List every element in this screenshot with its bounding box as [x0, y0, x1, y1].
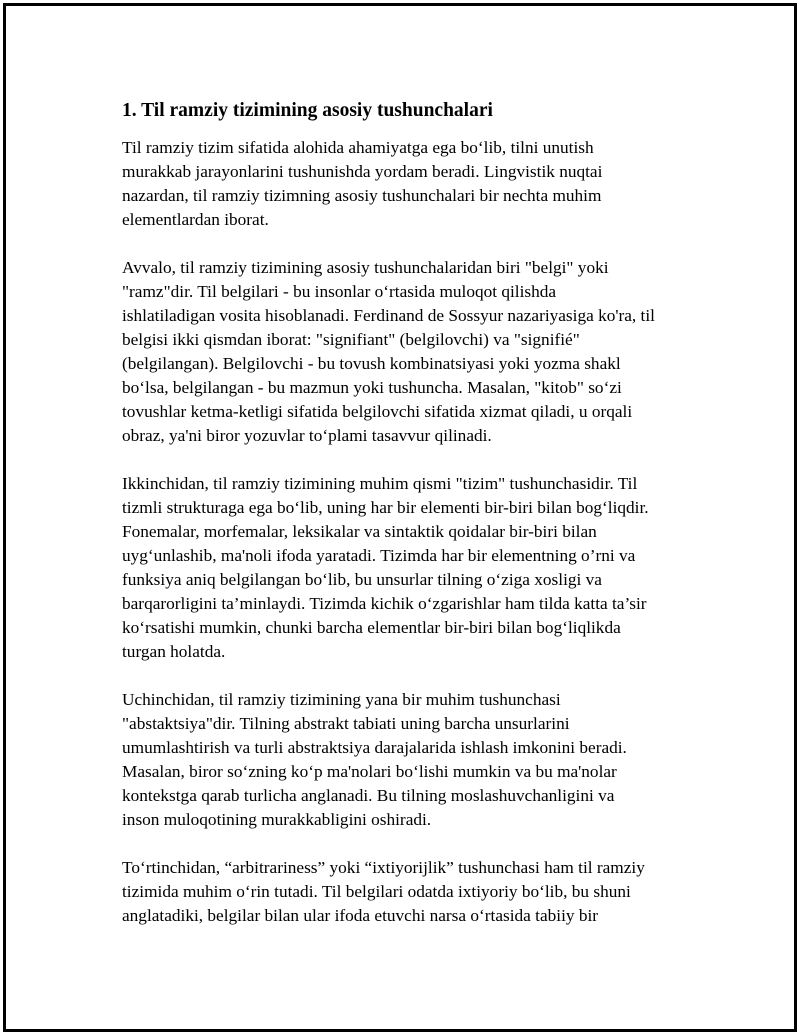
- text-line: uyg‘unlashib, ma'noli ifoda yaratadi. Tizimda har bir elementning o’rni va: [122, 546, 636, 565]
- section-heading: 1. Til ramziy tizimining asosiy tushunchalari: [122, 100, 493, 121]
- text-line: tovushlar ketma-ketligi sifatida belgilovchi sifatida xizmat qiladi, u orqali: [122, 402, 633, 421]
- text-line: "ramz"dir. Til belgilari - bu insonlar o‘rtasida muloqot qilishda: [122, 282, 557, 301]
- text-line: turgan holatda.: [122, 642, 226, 661]
- paragraph-1: [122, 136, 702, 232]
- text-line: anglatadiki, belgilar bilan ular ifoda etuvchi narsa o‘rtasida tabiiy bir: [122, 906, 599, 925]
- paragraph-3: [122, 472, 702, 664]
- page-frame: [3, 3, 797, 1032]
- text-line: Avvalo, til ramziy tizimining asosiy tushunchalaridan biri "belgi" yoki: [122, 258, 609, 277]
- text-line: elementlardan iborat.: [122, 210, 269, 229]
- text-line: tizmli strukturaga ega bo‘lib, uning har bir elementi bir-biri bilan bog‘liqdir.: [122, 498, 649, 517]
- text-line: Fonemalar, morfemalar, leksikalar va sintaktik qoidalar bir-biri bilan: [122, 522, 597, 541]
- text-line: tizimida muhim o‘rin tutadi. Til belgilari odatda ixtiyoriy bo‘lib, bu shuni: [122, 882, 631, 901]
- text-line: umumlashtirish va turli abstraktsiya darajalarida ishlash imkonini beradi.: [122, 738, 627, 757]
- text-line: obraz, ya'ni biror yozuvlar to‘plami tasavvur qilinadi.: [122, 426, 492, 445]
- document-body: [122, 98, 702, 952]
- text-line: bo‘lsa, belgilangan - bu mazmun yoki tushuncha. Masalan, "kitob" so‘zi: [122, 378, 622, 397]
- text-line: ko‘rsatishi mumkin, chunki barcha elementlar bir-biri bilan bog‘liqlikda: [122, 618, 621, 637]
- text-line: murakkab jarayonlarini tushunishda yordam beradi. Lingvistik nuqtai: [122, 162, 603, 181]
- text-line: kontekstga qarab turlicha anglanadi. Bu tilning moslashuvchanligini va: [122, 786, 615, 805]
- text-line: Uchinchidan, til ramziy tizimining yana bir muhim tushunchasi: [122, 690, 561, 709]
- text-line: nazardan, til ramziy tizimning asosiy tushunchalari bir nechta muhim: [122, 186, 602, 205]
- text-line: funksiya aniq belgilangan bo‘lib, bu unsurlar tilning o‘ziga xosligi va: [122, 570, 602, 589]
- text-line: Til ramziy tizim sifatida alohida ahamiyatga ega bo‘lib, tilni unutish: [122, 138, 594, 157]
- text-line: To‘rtinchidan, “arbitrariness” yoki “ixtiyorijlik” tushunchasi ham til ramziy: [122, 858, 645, 877]
- paragraph-2: [122, 256, 702, 448]
- text-line: inson muloqotining murakkabligini oshiradi.: [122, 810, 432, 829]
- text-line: (belgilangan). Belgilovchi - bu tovush kombinatsiyasi yoki yozma shakl: [122, 354, 621, 373]
- text-line: belgisi ikki qismdan iborat: "signifiant" (belgilovchi) va "signifié": [122, 330, 580, 349]
- paragraph-5: [122, 856, 702, 928]
- text-line: barqarorligini ta’minlaydi. Tizimda kichik o‘zgarishlar ham tilda katta ta’sir: [122, 594, 647, 613]
- text-line: Ikkinchidan, til ramziy tizimining muhim qismi "tizim" tushunchasidir. Til: [122, 474, 638, 493]
- text-line: "abstaktsiya"dir. Tilning abstrakt tabiati uning barcha unsurlarini: [122, 714, 570, 733]
- text-line: Masalan, biror so‘zning ko‘p ma'nolari bo‘lishi mumkin va bu ma'nolar: [122, 762, 617, 781]
- text-line: ishlatiladigan vosita hisoblanadi. Ferdinand de Sossyur nazariyasiga ko'ra, til: [122, 306, 655, 325]
- paragraph-4: [122, 688, 702, 832]
